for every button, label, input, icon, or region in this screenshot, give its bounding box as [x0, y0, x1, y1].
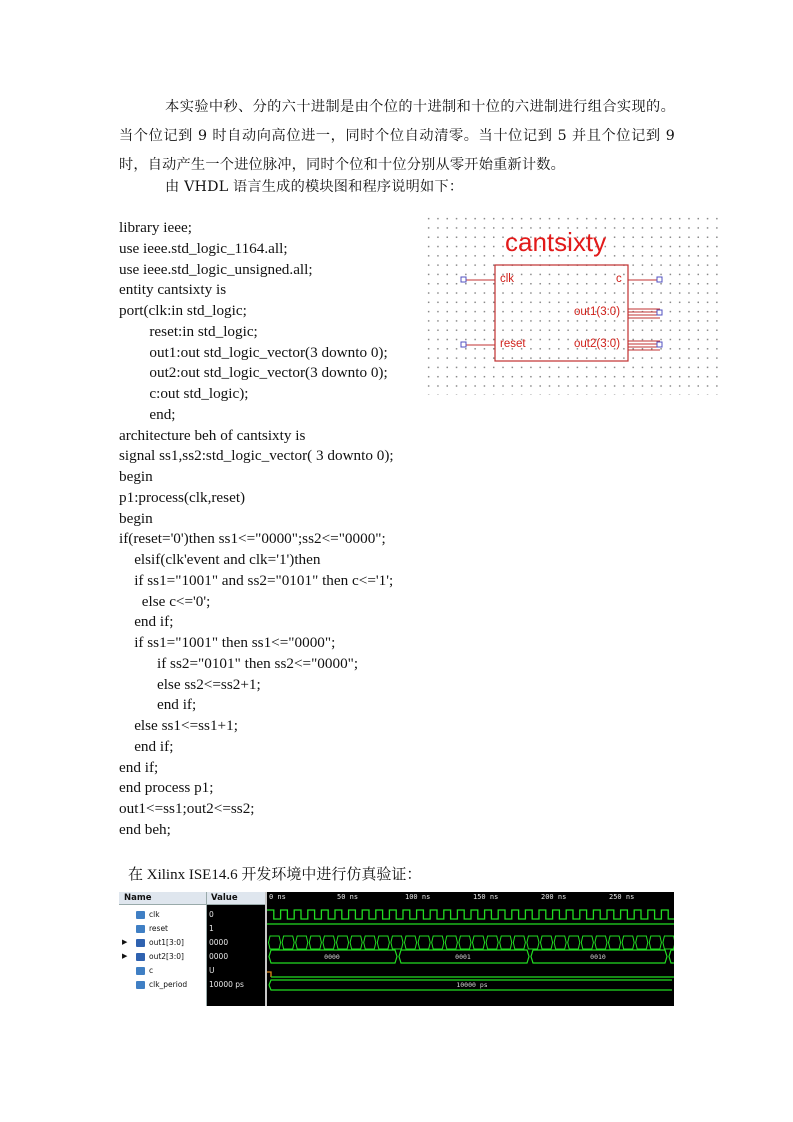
code-line: port(clk:in std_logic; — [119, 302, 247, 319]
signal-value: 0000 — [209, 938, 229, 947]
module-intro-paragraph: 由 VHDL 语言生成的模块图和程序说明如下： — [165, 179, 464, 195]
value-column-header[interactable]: Value — [207, 892, 265, 905]
out1-bus-segment — [554, 936, 566, 949]
time-label: 200 ns — [541, 893, 567, 901]
pin-out2-label: out2(3:0) — [574, 338, 621, 350]
out1-port-marker — [657, 310, 662, 315]
out1-bus-segment — [296, 936, 308, 949]
out2-bus-segment — [669, 950, 674, 963]
out1-bus-segment — [350, 936, 362, 949]
out1-bus-segment — [541, 936, 553, 949]
code-line: if ss1="1001" then ss1<="0000"; — [119, 634, 336, 651]
code-line: out1<=ss1;out2<=ss2; — [119, 800, 255, 817]
out1-bus-segment — [337, 936, 349, 949]
signal-icon — [136, 981, 145, 989]
bus-signal-icon — [136, 953, 145, 961]
out1-bus-segment — [513, 936, 525, 949]
out1-bus-segment — [663, 936, 674, 949]
out1-bus-segment — [309, 936, 321, 949]
code-line: end if; — [119, 737, 174, 755]
code-line: out1:out std_logic_vector(3 downto 0); — [119, 343, 388, 361]
out1-bus-segment — [377, 936, 389, 949]
out1-bus-segment — [581, 936, 593, 949]
out1-bus-segment — [432, 936, 444, 949]
out1-bus-segment — [595, 936, 607, 949]
out1-bus-segment — [568, 936, 580, 949]
time-label: 50 ns — [337, 893, 359, 901]
simulation-caption: 在 Xilinx ISE14.6 开发环境中进行仿真验证： — [128, 867, 422, 883]
signal-icon — [136, 925, 145, 933]
pin-out1-label: out1(3:0) — [574, 306, 621, 318]
code-line: begin — [119, 468, 153, 485]
signal-value: U — [209, 966, 215, 975]
out1-bus-segment — [269, 936, 281, 949]
waveform-traces[interactable] — [267, 892, 674, 1006]
out2-port-marker — [657, 342, 662, 347]
out1-bus-segment — [323, 936, 335, 949]
code-line: architecture beh of cantsixty is — [119, 426, 306, 444]
code-line: end; — [119, 405, 176, 423]
waveform-viewer — [119, 892, 674, 1006]
expand-arrow-icon[interactable]: ▶ — [122, 938, 128, 946]
code-line: reset:in std_logic; — [119, 322, 258, 340]
out1-bus-segment — [364, 936, 376, 949]
code-line: signal ss1,ss2:std_logic_vector( 3 downto 0); — [119, 447, 394, 465]
code-line: out2:out std_logic_vector(3 downto 0); — [119, 364, 388, 382]
signal-row-clk[interactable]: clk — [119, 908, 206, 922]
signal-value: 10000 ps — [209, 980, 244, 989]
code-line: if(reset='0')then ss1<="0000";ss2<="0000"; — [119, 530, 386, 548]
code-line: entity cantsixty is — [119, 281, 227, 299]
code-line: use ieee.std_logic_unsigned.all; — [119, 260, 313, 278]
c-port-marker — [657, 277, 662, 282]
signal-icon — [136, 911, 145, 919]
out1-bus-segment — [500, 936, 512, 949]
out1-bus-segment — [622, 936, 634, 949]
out1-bus-segment — [445, 936, 457, 949]
time-label: 100 ns — [405, 893, 431, 901]
reset-port-marker — [461, 342, 466, 347]
signal-row-out1[interactable]: ▶ out1[3:0] — [119, 936, 206, 950]
code-line: c:out std_logic); — [119, 385, 249, 402]
out2-bus-value: 0010 — [590, 953, 606, 961]
c-undefined-trace — [267, 972, 271, 977]
code-line: end process p1; — [119, 779, 214, 797]
out1-bus-segment — [649, 936, 661, 949]
expand-arrow-icon[interactable]: ▶ — [122, 952, 128, 960]
code-line: begin — [119, 509, 153, 527]
out2-bus-value: 0000 — [324, 953, 340, 961]
code-line: else ss1<=ss1+1; — [119, 717, 238, 734]
out1-bus-segment — [391, 936, 403, 949]
code-line: elsif(clk'event and clk='1')then — [119, 551, 321, 568]
signal-row-c[interactable]: c — [119, 964, 206, 978]
code-line: else c<='0'; — [119, 592, 211, 610]
out1-bus-segment — [636, 936, 648, 949]
signal-icon — [136, 967, 145, 975]
code-line: if ss2="0101" then ss2<="0000"; — [119, 654, 359, 672]
time-label: 250 ns — [609, 893, 635, 901]
bus-signal-icon — [136, 939, 145, 947]
intro-paragraph-text: 本实验中秒、分的六十进制是由个位的十进制和十位的六进制进行组合实现的。当个位记到 9 时自动向高位进一，同时个位自动清零。当十位记到 5 并且个位记到 9 时，自动产生一个进位脉冲，同时个位和十位分别从零开始重新计数。 — [119, 99, 675, 173]
signal-row-out2[interactable]: ▶ out2[3:0] — [119, 950, 206, 964]
out1-bus-segment — [418, 936, 430, 949]
code-line: else ss2<=ss2+1; — [119, 675, 261, 693]
name-column-header[interactable]: Name — [119, 892, 206, 905]
code-line: end if; — [119, 758, 159, 776]
pin-c-label: c — [616, 273, 622, 285]
code-line: if ss1="1001" and ss2="0101" then c<='1'; — [119, 571, 394, 589]
out1-bus-segment — [282, 936, 294, 949]
signal-value: 0000 — [209, 952, 229, 961]
clk-period-value: 10000 ps — [456, 981, 488, 989]
pin-clk-label: clk — [500, 273, 515, 285]
clk-port-marker — [461, 277, 466, 282]
code-line: end if; — [119, 613, 174, 631]
code-line: use ieee.std_logic_1164.all; — [119, 239, 288, 257]
out1-bus-segment — [473, 936, 485, 949]
schematic-title: cantsixty — [505, 227, 607, 257]
out1-bus-segment — [609, 936, 621, 949]
code-line: library ieee; — [119, 219, 192, 236]
signal-value: 0 — [209, 910, 214, 919]
out1-bus-segment — [405, 936, 417, 949]
out1-bus-segment — [459, 936, 471, 949]
signal-value: 1 — [209, 924, 214, 933]
signal-row-reset[interactable]: reset — [119, 922, 206, 936]
time-label: 0 ns — [269, 893, 286, 901]
out1-bus-segment — [527, 936, 539, 949]
pin-reset-label: reset — [500, 338, 526, 350]
time-label: 150 ns — [473, 893, 499, 901]
intro-paragraph — [119, 93, 675, 180]
signal-row-clk-period[interactable]: clk_period — [119, 978, 206, 992]
vhdl-code-listing — [119, 218, 394, 841]
out1-bus-segment — [486, 936, 498, 949]
code-line: end if; — [119, 696, 197, 714]
code-line: end beh; — [119, 820, 171, 838]
out2-bus-value: 0001 — [455, 953, 471, 961]
code-line: p1:process(clk,reset) — [119, 488, 246, 506]
clk-trace — [267, 910, 674, 919]
module-schematic — [421, 211, 719, 395]
